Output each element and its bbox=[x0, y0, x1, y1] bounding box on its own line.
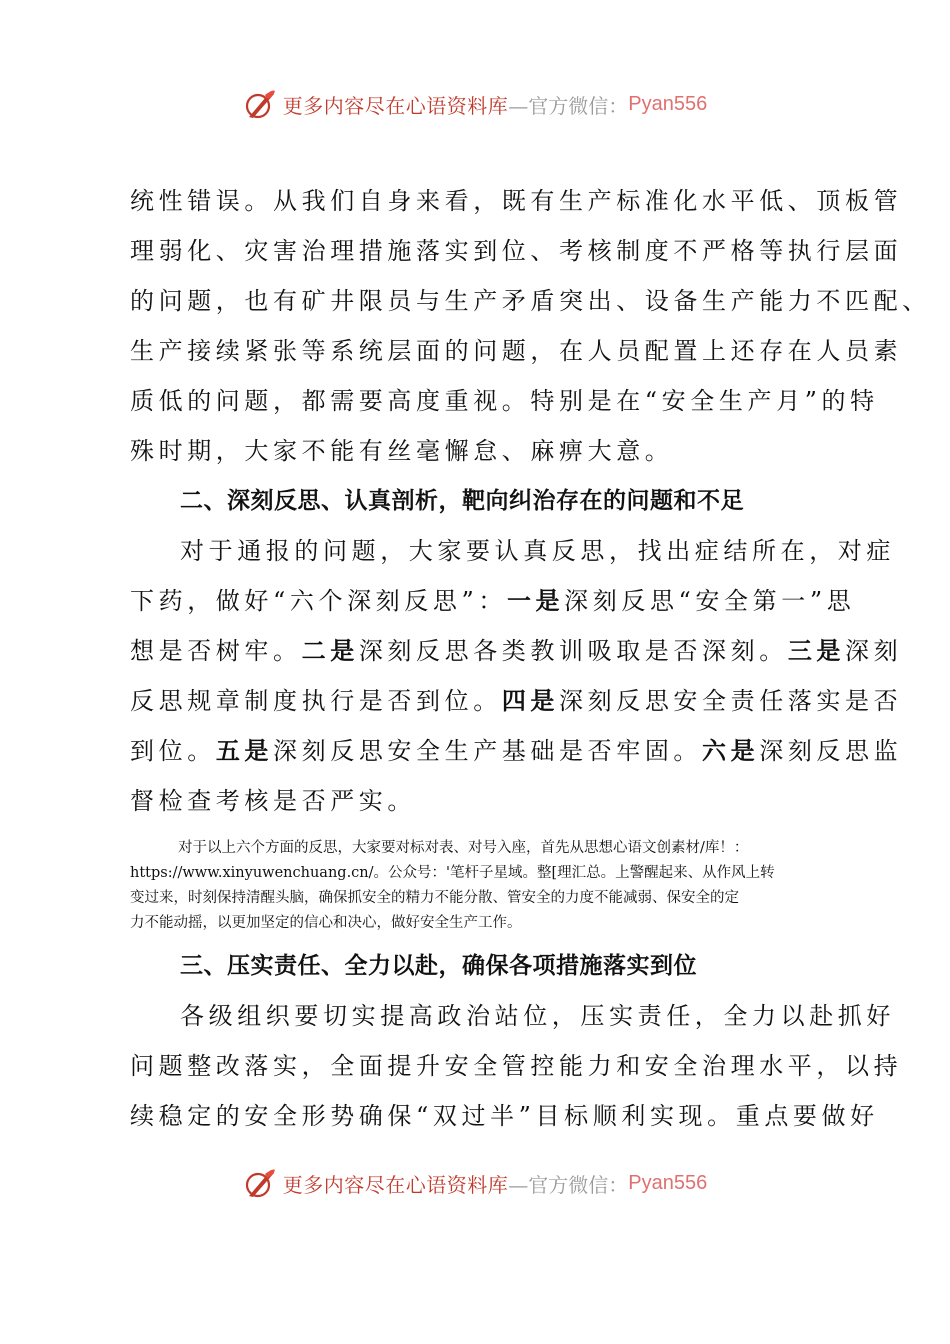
document-body bbox=[130, 176, 931, 1141]
section-heading-2: 二、深刻反思、认真剖析，靶向纠治存在的问题和不足 bbox=[180, 488, 744, 514]
paragraph-3 bbox=[130, 991, 903, 1141]
banner-wechat-id: Pyan556 bbox=[628, 92, 708, 115]
banner-wechat-id: Pyan556 bbox=[628, 1171, 708, 1194]
footer-watermark-banner bbox=[0, 1163, 950, 1203]
emphasis: 一是 bbox=[506, 587, 565, 615]
text-line: 的问题，也有矿井限员与生产矛盾突出、设备生产能力不匹配、 bbox=[130, 287, 931, 315]
banner-separator: —官方微信： bbox=[508, 93, 629, 118]
banner-title: 更多内容尽在心语资料库 bbox=[282, 1172, 509, 1197]
emphasis: 六是 bbox=[702, 737, 760, 765]
text-line: 续稳定的安全形势确保“双过半”目标顺利实现。重点要做好 bbox=[130, 1102, 879, 1130]
paragraph-1 bbox=[130, 176, 931, 476]
text-line: 想是否树牢。二是深刻反思各类教训吸取是否深刻。三是深刻 bbox=[130, 637, 903, 665]
section-heading-3: 三、压实责任、全力以赴，确保各项措施落实到位 bbox=[180, 953, 697, 979]
text-line: 殊时期，大家不能有丝毫懈怠、麻痹大意。 bbox=[130, 437, 674, 465]
emphasis: 三是 bbox=[787, 637, 846, 665]
quill-logo-icon bbox=[243, 1166, 277, 1200]
quill-logo-icon bbox=[243, 87, 277, 121]
text-line: 质低的问题，都需要高度重视。特别是在“安全生产月”的特 bbox=[130, 387, 879, 415]
text-line: 问题整改落实，全面提升安全管控能力和安全治理水平，以持 bbox=[130, 1052, 903, 1080]
paragraph-2 bbox=[130, 526, 903, 826]
text-line: https://www.xinyuwenchuang.cn/。公众号：'笔杆子星域。整[理汇总。上警醒起来、从作风上转 bbox=[130, 865, 775, 881]
text-line: 下药，做好“六个深刻反思”：一是深刻反思“安全第一”思 bbox=[130, 587, 856, 615]
emphasis: 五是 bbox=[215, 737, 274, 765]
text-line: 督检查考核是否严实。 bbox=[130, 787, 416, 815]
text-line: 到位。五是深刻反思安全生产基础是否牢固。六是深刻反思监 bbox=[130, 737, 903, 765]
text-line: 对于通报的问题，大家要认真反思，找出症结所在，对症 bbox=[180, 537, 895, 565]
text-line: 力不能动摇，以更加坚定的信心和决心，做好安全生产工作。 bbox=[130, 915, 522, 931]
text-line: 理弱化、灾害治理措施落实到位、考核制度不严格等执行层面 bbox=[130, 237, 903, 265]
header-watermark-banner bbox=[0, 84, 950, 124]
text-line: 统性错误。从我们自身来看，既有生产标准化水平低、顶板管 bbox=[130, 187, 903, 215]
text-line: 生产接续紧张等系统层面的问题，在人员配置上还存在人员素 bbox=[130, 337, 903, 365]
banner-separator: —官方微信： bbox=[508, 1172, 629, 1197]
text-line: 变过来，时刻保持清醒头脑，确保抓安全的精力不能分散、管安全的力度不能减弱、保安全的定 bbox=[130, 890, 739, 906]
text-line: 各级组织要切实提高政治站位，压实责任，全力以赴抓好 bbox=[180, 1002, 895, 1030]
banner-title: 更多内容尽在心语资料库 bbox=[282, 93, 509, 118]
emphasis: 二是 bbox=[301, 637, 359, 665]
small-print-paragraph bbox=[130, 836, 835, 936]
emphasis: 四是 bbox=[501, 687, 560, 715]
text-line: 对于以上六个方面的反思，大家要对标对表、对号入座，首先从思想心语文创素材/库！： bbox=[178, 840, 749, 856]
text-line: 反思规章制度执行是否到位。四是深刻反思安全责任落实是否 bbox=[130, 687, 903, 715]
